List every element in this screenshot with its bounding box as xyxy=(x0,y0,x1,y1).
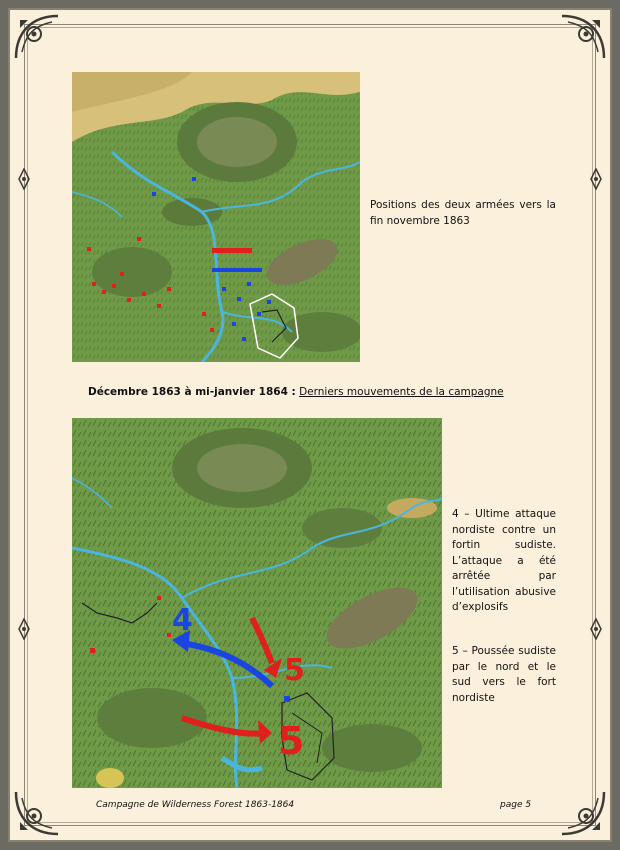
section-title xyxy=(88,386,548,398)
section-title-date: Décembre 1863 à mi-janvier 1864 : xyxy=(88,386,296,398)
caption-arrow-5: 5 – Poussée sudiste par le nord et le sud vers le fort nordiste xyxy=(452,645,556,704)
section-title-subject: Derniers mouvements de la campagne xyxy=(299,386,504,398)
map-november-1863 xyxy=(72,72,360,362)
caption-map-november: Positions des deux armées vers la fin novembre 1863 xyxy=(370,199,556,227)
caption-arrow-4: 4 – Ultime attaque nordiste contre un fortin sudiste. L’attaque a été arrêtée par l’utilisation abusive d’explosifs xyxy=(452,508,556,613)
corner-ornament-icon xyxy=(558,788,608,838)
side-ornament-icon xyxy=(588,618,604,640)
corner-ornament-icon xyxy=(558,12,608,62)
side-ornament-icon xyxy=(588,168,604,190)
map-december-1863 xyxy=(72,418,442,788)
side-ornament-icon xyxy=(16,618,32,640)
corner-ornament-icon xyxy=(12,788,62,838)
side-ornament-icon xyxy=(16,168,32,190)
page xyxy=(8,8,612,842)
arrow-5-south-label: 5 xyxy=(278,719,305,763)
arrow-4-label: 4 xyxy=(172,603,193,638)
page-number: page 5 xyxy=(500,800,532,810)
corner-ornament-icon xyxy=(12,12,62,62)
footer-title: Campagne de Wilderness Forest 1863-1864 xyxy=(96,800,295,810)
arrow-5-north-label: 5 xyxy=(284,653,305,688)
